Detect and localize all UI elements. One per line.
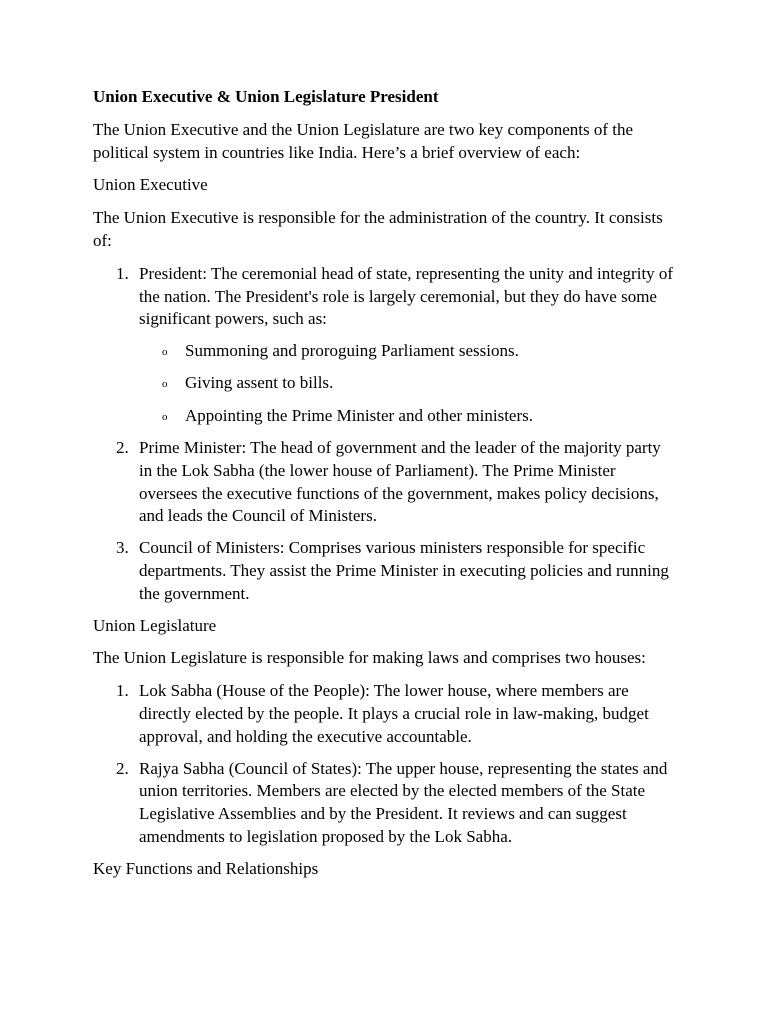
circle-bullet-icon: o [162, 346, 168, 359]
circle-bullet-icon: o [162, 378, 168, 391]
list-item [93, 263, 678, 428]
executive-list [93, 263, 678, 606]
list-item-text: Rajya Sabha (Council of States): The upper house, representing the states and union territories. Members are elected by the elected members of the State Legislative Assemblies and by the President. It reviews and can suggest amendments to legislation proposed by the Lok Sabha. [139, 758, 668, 847]
executive-intro: The Union Executive is responsible for the administration of the country. It consists of: [93, 208, 663, 250]
sub-list-item-text: Appointing the Prime Minister and other ministers. [185, 405, 533, 425]
section-heading-legislature: Union Legislature [93, 615, 217, 635]
list-item-text: Prime Minister: The head of government and the leader of the majority party in the Lok Sabha (the lower house of Parliament). The Prime Minister oversees the executive functions of the government, makes policy decisions, and leads the Council of Ministers. [139, 438, 661, 526]
list-item [93, 537, 678, 605]
president-powers-list [139, 340, 678, 427]
sub-list-item-text: Giving assent to bills. [185, 373, 334, 393]
list-item-text: President: The ceremonial head of state, representing the unity and integrity of the nation. The President's role is largely ceremonial, but they do have some significant powers, such as: [139, 263, 674, 329]
sub-list-item-text: Summoning and proroguing Parliament sessions. [185, 341, 519, 361]
section-heading-key-functions: Key Functions and Relationships [93, 858, 319, 878]
list-number: 2. [116, 438, 129, 458]
circle-bullet-icon: o [162, 410, 168, 423]
section-heading-executive: Union Executive [93, 175, 208, 195]
list-number: 1. [116, 681, 129, 701]
list-item [93, 437, 678, 528]
document-page [93, 86, 678, 891]
list-item [93, 680, 678, 748]
list-number: 1. [116, 263, 129, 283]
sub-list-item [139, 340, 678, 363]
sub-list-item [139, 405, 678, 428]
list-number: 3. [116, 538, 129, 558]
legislature-intro: The Union Legislature is responsible for making laws and comprises two houses: [93, 648, 646, 668]
legislature-list [93, 680, 678, 849]
intro-paragraph: The Union Executive and the Union Legislature are two key components of the political system in countries like India. Here’s a brief overview of each: [93, 119, 634, 162]
list-item [93, 758, 678, 849]
list-number: 2. [116, 758, 129, 778]
sub-list-item [139, 372, 678, 395]
list-item-text: Council of Ministers: Comprises various ministers responsible for specific departments. They assist the Prime Minister in executing policies and running the government. [139, 538, 669, 603]
document-title: Union Executive & Union Legislature President [93, 87, 439, 106]
list-item-text: Lok Sabha (House of the People): The lower house, where members are directly elected by the people. It plays a crucial role in law-making, budget approval, and holding the executive accountable. [139, 681, 649, 746]
